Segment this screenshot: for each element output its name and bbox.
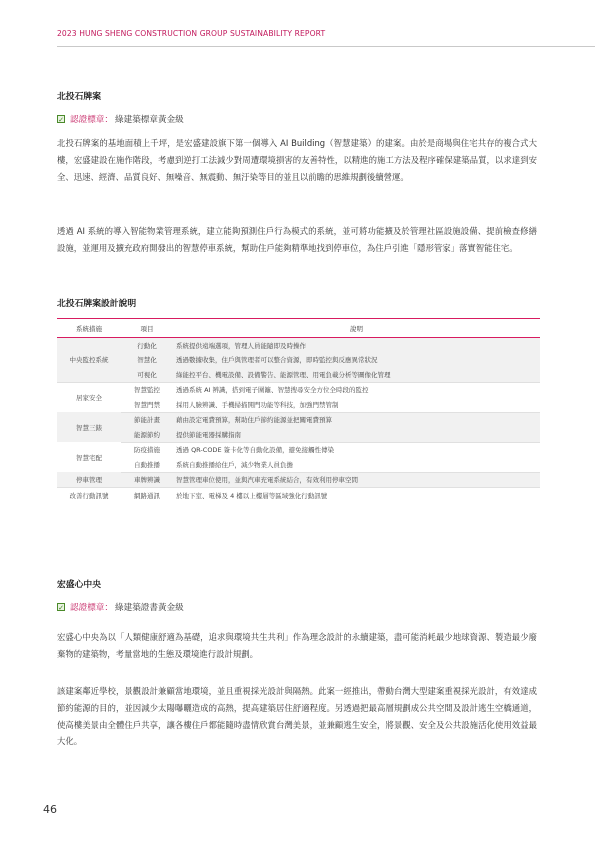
- table-cell-item: 行動化: [121, 338, 173, 353]
- table-row: [57, 488, 540, 503]
- table-cell-item: 車牌辨識: [121, 472, 173, 488]
- header-divider: [57, 46, 595, 47]
- table-row: [57, 367, 540, 382]
- section1-certification: [57, 113, 184, 125]
- table-cell-item: 自動推播: [121, 457, 173, 472]
- table-cell-item: 智慧化: [121, 353, 173, 368]
- table-row: [57, 382, 540, 397]
- table-cell-description: 採用人臉辨識、手機掃描開門功能等科技，加強門禁管制: [173, 397, 540, 412]
- cert-label: 認證標章: [70, 603, 105, 613]
- table-cell-description: 藉由設定電費預算，幫助住戶節約能源並把關電費預算: [173, 412, 540, 427]
- table-cell-item: 網路通訊: [121, 488, 173, 503]
- checkbox-icon: ✓: [58, 604, 64, 612]
- table-row: [57, 427, 540, 442]
- table-cell-item: 防疫措施: [121, 442, 173, 457]
- section1-title: 北投石牌案: [57, 92, 101, 102]
- table-cell-system: 停車管理: [57, 472, 121, 488]
- table-cell-item: 節能計畫: [121, 412, 173, 427]
- cert-value: 綠建築標章黃金級: [115, 115, 184, 125]
- table-cell-system: 中央監控系統: [57, 353, 121, 368]
- table-cell-system: [57, 338, 121, 353]
- table-cell-description: 系統提供遠端選項，管理人員能隨即及時操作: [173, 338, 540, 353]
- table-cell-system: 居家安全: [57, 382, 121, 412]
- table-cell-item: 可視化: [121, 367, 173, 382]
- cert-value: 綠建築證書黃金級: [115, 603, 184, 613]
- cert-label: 認證標章: [70, 115, 105, 125]
- section2-paragraph-1: 宏盛心中央為以「人類健康舒適為基礎，追求與環境共生共利」作為理念設計的永續建築，盡可能消耗最少地球資源、製造最少廢棄物的建築物，考量當地的生態及環境進行設計規劃。: [57, 632, 537, 659]
- table-cell-system: [57, 367, 121, 382]
- table-row: [57, 442, 540, 457]
- table-row: [57, 397, 540, 412]
- table-title: 北投石牌案設計說明: [57, 299, 137, 309]
- table-header-row: [57, 319, 540, 338]
- table-cell-description: 透過 QR-CODE 簽卡化等自動化設備，避免接觸性傳染: [173, 442, 540, 457]
- section2-certification: [57, 601, 184, 613]
- table-row: [57, 338, 540, 353]
- table-cell-item: 智慧門禁: [121, 397, 173, 412]
- table-cell-description: 透過系統 AI 辨識，搭到電子圍籬、智慧搜尋安全方位全時段的監控: [173, 382, 540, 397]
- section2-title: 宏盛心中央: [57, 580, 101, 590]
- table-cell-system: 智慧三錶: [57, 412, 121, 442]
- table-cell-item: 智慧監控: [121, 382, 173, 397]
- table-cell-system: 智慧宅配: [57, 442, 121, 472]
- column-header-description: 說明: [173, 319, 540, 338]
- section1-paragraph-1: 北投石牌案的基地面積上千坪，是宏盛建設旗下第一個導入 AI Building（智慧建築）的建案。由於是商場與住宅共存的複合式大樓，宏盛建設在施作階段，考慮到逆打工法減少對周遭環境損害的友善特性，以精進的施工方法及程序確保建築品質，以求達到安全、迅速、經濟、品質良好、無噪音、無震動、無汙染等目的並且以前瞻的思維規劃後續營運。: [57, 138, 537, 182]
- table-cell-description: 提供節能電器採購指南: [173, 427, 540, 442]
- table-cell-system: 改善行動訊號: [57, 488, 121, 503]
- table-cell-description: 系統自動推播給住戶，減少物業人員負擔: [173, 457, 540, 472]
- page-number: 46: [43, 803, 57, 816]
- column-header-item: 項目: [121, 319, 173, 338]
- table-cell-item: 能源節約: [121, 427, 173, 442]
- checkbox-icon: ✓: [58, 116, 64, 124]
- column-header-system: 系統措施: [57, 319, 121, 338]
- table-row: [57, 412, 540, 427]
- section2-paragraph-2: 該建案鄰近學校，景觀設計兼顧當地環境，並且重視採光設計與隔熱。此案一經推出，帶動台灣大型建案重視採光設計，有效達成節約能源的目的，並因減少太陽曝曬造成的高熱，提高建築居住舒適程度。另透過把最高層規劃成公共空間及設計逃生空橋通道，使高樓美景由全體住戶共享，讓各樓住戶都能隨時盡情欣賞台灣美景，並兼顧逃生安全，將景觀、安全及公共設施活化使用效益最大化。: [57, 686, 537, 747]
- design-description-table: [57, 318, 540, 503]
- table-cell-description: 綠能控平台、機電設備、設備警告、能源管理、用電負載分析等圖像化管理: [173, 367, 540, 382]
- cert-colon: ：: [104, 115, 113, 125]
- section1-paragraph-2: 透過 AI 系統的導入智能物業管理系統，建立能夠預測住戶行為模式的系統，並可將功能擴及於管理社區設施設備、提前檢查修繕設施，並運用及擴充政府開發出的智慧停車系統，幫助住戶能夠精準地找到停車位，為住戶引進「隱形管家」落實智能住宅。: [57, 226, 537, 253]
- report-header-title: 2023 HUNG SHENG CONSTRUCTION GROUP SUSTAINABILITY REPORT: [57, 29, 326, 38]
- cert-colon: ：: [104, 603, 113, 613]
- table-row: [57, 457, 540, 472]
- table-cell-description: 智慧管理車位使用，並與汽車充電系統結合，有效利用停車空間: [173, 472, 540, 488]
- table-row: [57, 353, 540, 368]
- table-row: [57, 472, 540, 488]
- table-cell-description: 透過數據收集，住戶與管理者可以整合資源，即時監控與反應異常狀況: [173, 353, 540, 368]
- table-cell-description: 於地下室、電梯及 4 樓以上樓層等區域強化行動訊號: [173, 488, 540, 503]
